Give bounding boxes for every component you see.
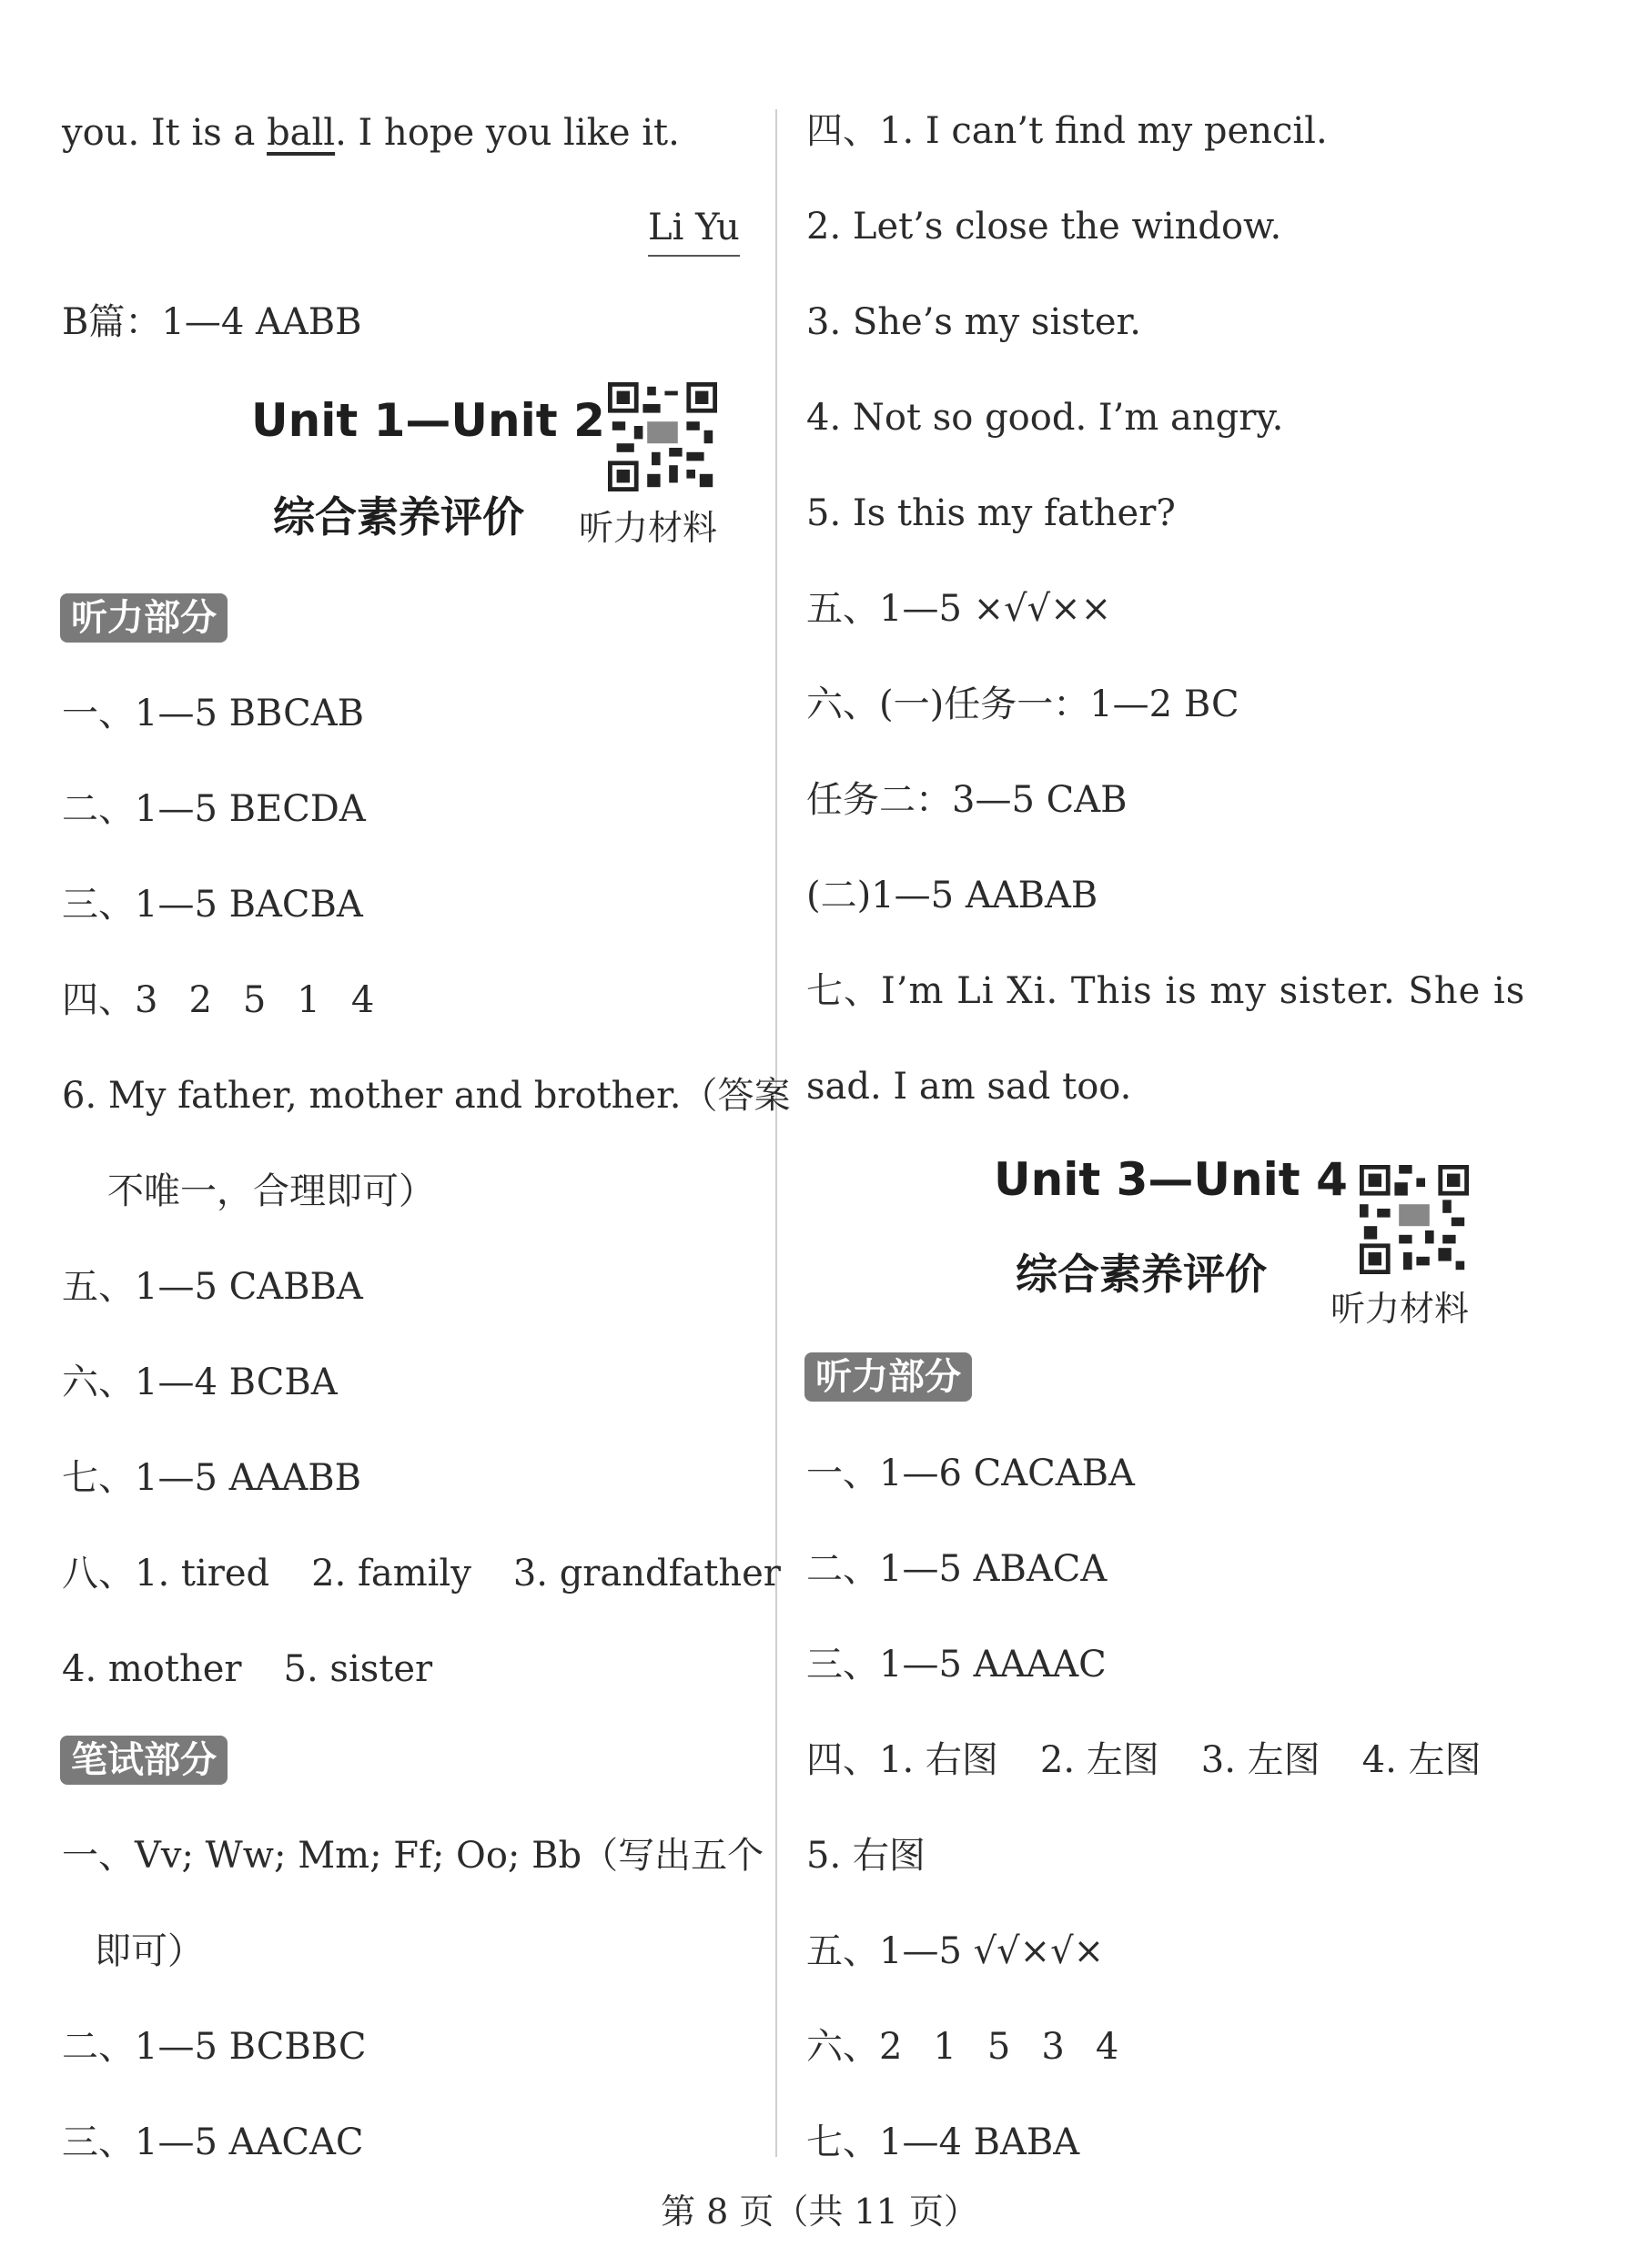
qr-code-icon[interactable] [1360, 1165, 1469, 1274]
qr-label: 听力材料 [579, 508, 718, 548]
text-segment: . I hope you like it. [335, 112, 680, 154]
answer-item: 3. 左图 [1200, 1739, 1320, 1781]
answer-item: 六、2 [806, 2026, 903, 2068]
answer-item: 5 [986, 2026, 1011, 2068]
answer-line: 二、1—5 BECDA [62, 788, 366, 830]
answer-line-pictures [806, 1735, 1482, 1786]
answer-line: 三、1—5 AACAC [62, 2121, 364, 2163]
answer-line: 一、1—5 BBCAB [62, 693, 365, 734]
qr-label: 听力材料 [1330, 1289, 1470, 1329]
answer-line: 四、1. I can’t find my pencil. [806, 110, 1328, 152]
answer-item: 3 [1041, 2026, 1065, 2068]
answer-line-words [62, 1644, 432, 1695]
writing-section-badge: 笔试部分 [60, 1736, 228, 1785]
answer-item: 1 [933, 2026, 956, 2068]
answer-line: 三、1—5 AAAAC [806, 1644, 1107, 1686]
answer-line-marks: 五、1—5 ×√√×× [806, 588, 1112, 630]
answer-item: 3. grandfather [512, 1553, 781, 1595]
answer-line-marks: 五、1—5 √√×√× [806, 1930, 1105, 1972]
answer-line: 七、1—4 BABA [806, 2121, 1080, 2163]
answer-item: 4 [1095, 2026, 1119, 2068]
answer-item: 5. sister [283, 1648, 433, 1690]
answer-line: 七、1—5 AAABB [62, 1457, 362, 1499]
answer-line: 5. 右图 [806, 1835, 926, 1877]
answer-item: 2. 左图 [1039, 1739, 1159, 1781]
listening-section-badge: 听力部分 [804, 1352, 972, 1402]
answer-line: 六、1—4 BCBA [62, 1362, 338, 1403]
unit-subtitle: 综合素养评价 [273, 492, 524, 542]
answer-line: 三、1—5 BACBA [62, 884, 363, 926]
answer-line: 4. Not so good. I’m angry. [806, 397, 1284, 439]
text-segment: you. It is a [62, 112, 268, 154]
answer-line-ordering [806, 2021, 1118, 2072]
answer-line: 3. She’s my sister. [806, 301, 1141, 343]
answer-line: sad. I am sad too. [806, 1066, 1132, 1108]
answer-item: 1 [297, 979, 320, 1021]
answer-line: 6. My father, mother and brother.（答案 [62, 1075, 791, 1117]
answer-line: 七、I’m Li Xi. This is my sister. She is [806, 970, 1526, 1012]
answer-item: 4. mother [62, 1648, 242, 1690]
answer-item: 四、1. 右图 [806, 1739, 998, 1781]
answer-line: 5. Is this my father? [806, 492, 1176, 534]
column-divider [775, 109, 777, 2157]
qr-code-icon[interactable] [608, 382, 717, 491]
answer-item: 四、3 [62, 979, 158, 1021]
answer-line: 二、1—5 BCBBC [62, 2026, 367, 2068]
answer-line: (二)1—5 AABAB [806, 875, 1098, 916]
answer-line: 一、1—6 CACABA [806, 1453, 1135, 1494]
answer-line: 即可） [95, 1930, 204, 1972]
answer-line: 二、1—5 ABACA [806, 1548, 1108, 1590]
answer-line-ordering [62, 975, 374, 1026]
answer-item: 4. 左图 [1361, 1739, 1482, 1781]
page-number-footer: 第 8 页（共 11 页） [661, 2192, 978, 2232]
answer-item: 4 [350, 979, 375, 1021]
answer-line-words [62, 1548, 781, 1599]
unit-subtitle: 综合素养评价 [1016, 1250, 1267, 1299]
unit-title: Unit 3—Unit 4 [994, 1153, 1348, 1206]
answer-line: 任务二：3—5 CAB [806, 779, 1128, 821]
answer-item: 八、1. tired [62, 1553, 270, 1595]
answer-line: 不唯一，合理即可） [107, 1170, 435, 1212]
underlined-answer: ball [267, 112, 336, 154]
answer-item: 2 [188, 979, 212, 1021]
answer-item: 5 [242, 979, 267, 1021]
letter-closing-line [62, 107, 680, 158]
answer-line: 六、(一)任务一：1—2 BC [806, 683, 1239, 725]
listening-section-badge: 听力部分 [60, 593, 228, 643]
answer-line: 2. Let’s close the window. [806, 206, 1282, 248]
answer-line: 五、1—5 CABBA [62, 1266, 363, 1308]
answer-line: 一、Vv; Ww; Mm; Ff; Oo; Bb（写出五个 [62, 1835, 764, 1877]
b-part-answer: B篇：1—4 AABB [62, 301, 362, 343]
unit-title: Unit 1—Unit 2 [251, 394, 605, 447]
answer-item: 2. family [311, 1553, 471, 1595]
signature-answer: Li Yu [648, 202, 740, 257]
